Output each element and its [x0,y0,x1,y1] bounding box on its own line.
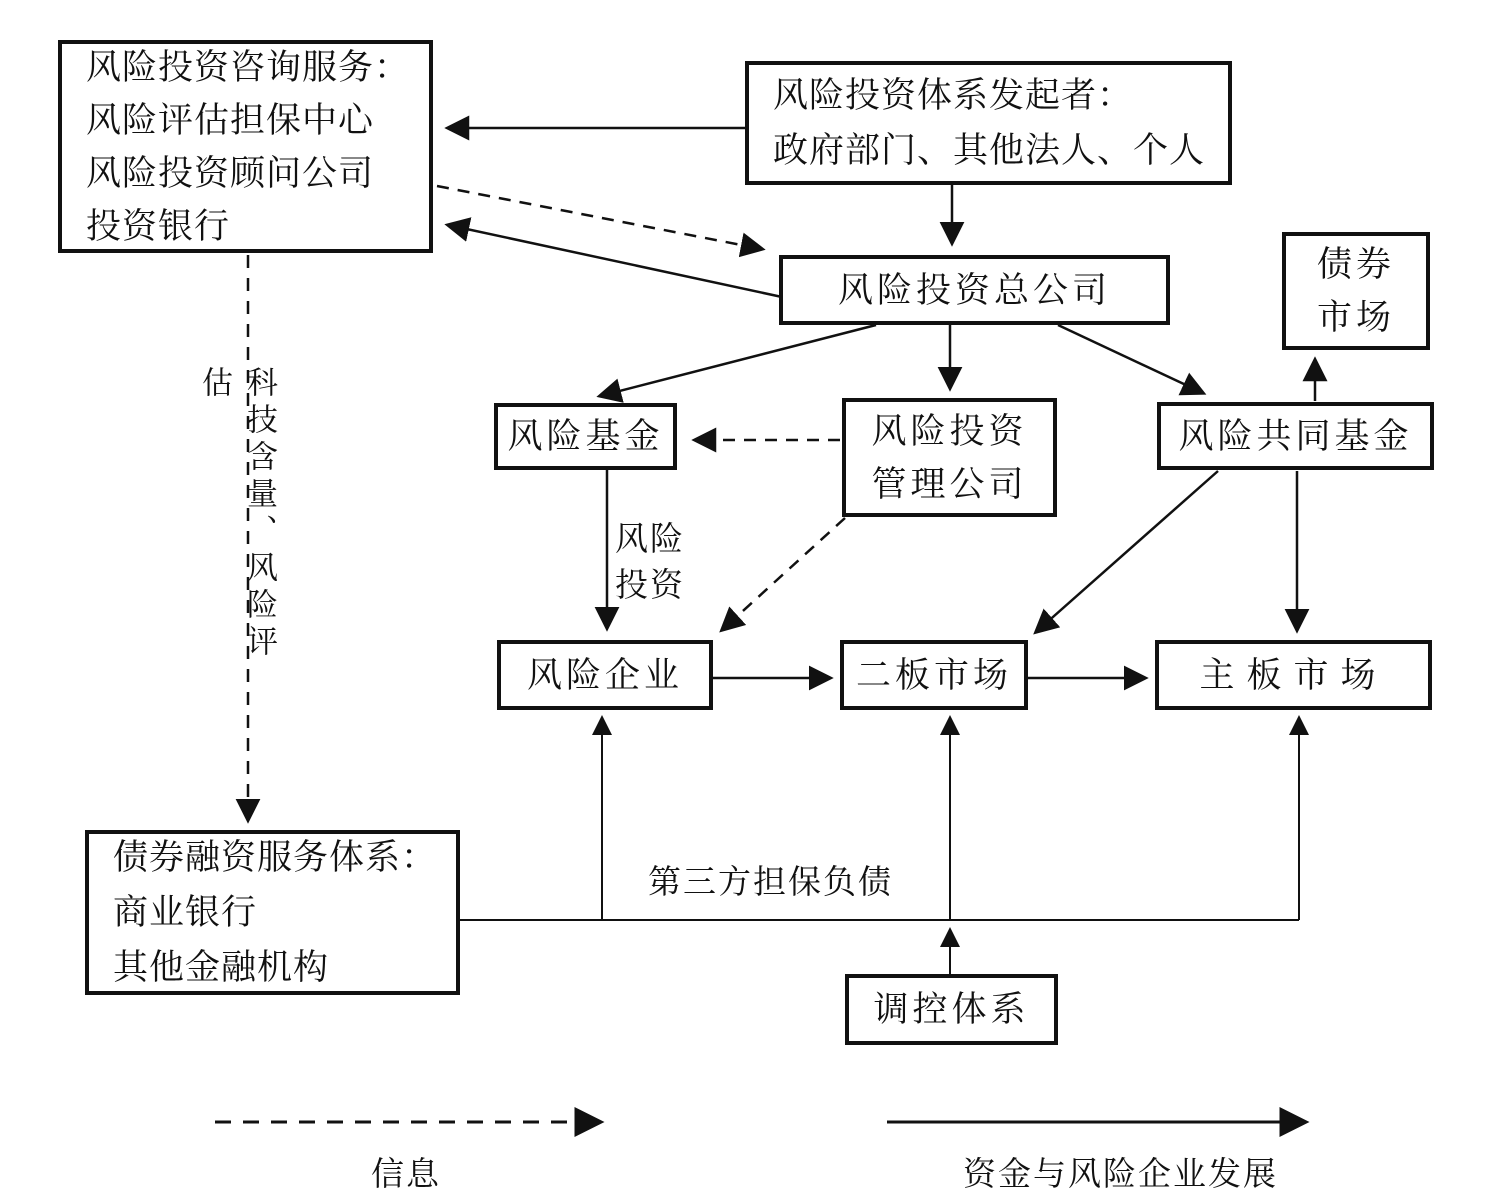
box-head-company [779,255,1170,325]
arrow-management-to-enterprise-dashed [722,518,845,630]
box-regulation-label: 调控体系 [873,990,1030,1029]
box-main-board-label: 主板市场 [1199,655,1388,695]
box-venture-enterprise-label: 风险企业 [526,655,683,695]
box-venture-fund [494,403,677,470]
box-venture-fund-label: 风险基金 [507,417,664,456]
label-venture-investment [615,516,685,608]
box-initiator-line-1: 风险投资体系发起者： [773,76,1134,115]
box-bond-market [1282,232,1430,350]
label-venture-investment-line-1: 风险 [615,520,685,557]
box-consulting-services [58,40,433,253]
box-mutual-fund [1157,402,1434,470]
box-head-company-label: 风险投资总公司 [837,270,1111,310]
box-regulation-system [845,974,1058,1045]
box-management-company [842,398,1057,517]
label-tech-risk-assessment: 科技含量、风险评估 [197,366,277,662]
box-debt-financing-service [85,830,460,995]
legend-label-capital-development: 资金与风险企业发展 [963,1155,1278,1192]
box-second-board-market [840,640,1028,710]
box-consulting-line-2: 风险评估担保中心 [86,100,375,140]
box-debt-service-line-1: 债券融资服务体系： [113,838,438,877]
box-venture-enterprise [497,640,713,710]
box-main-board-market [1155,640,1432,710]
box-initiator-line-2: 政府部门、其他法人、个人 [773,131,1206,170]
legend-label-information: 信息 [371,1155,441,1192]
box-consulting-line-4: 投资银行 [86,206,231,246]
box-bond-market-line-1: 债券 [1316,245,1395,284]
box-bond-market-line-2: 市场 [1316,298,1395,337]
label-third-party-guarantee: 第三方担保负债 [648,863,893,900]
arrow-head-company-to-venture-fund [600,325,876,396]
box-mutual-fund-label: 风险共同基金 [1178,416,1413,456]
box-consulting-line-3: 风险投资顾问公司 [86,153,375,193]
box-debt-service-line-3: 其他金融机构 [113,948,330,987]
box-second-board-label: 二板市场 [855,655,1012,695]
label-venture-investment-line-2: 投资 [615,566,685,603]
box-management-line-1: 风险投资 [871,411,1028,451]
box-system-initiator [745,61,1232,185]
arrow-consult-to-head-company-dashed [437,186,762,249]
box-management-line-2: 管理公司 [871,464,1028,504]
arrow-head-company-to-consult [448,225,782,297]
arrow-head-company-to-mutual-fund [1058,325,1203,393]
box-debt-service-line-2: 商业银行 [113,893,258,932]
box-consulting-line-1: 风险投资咨询服务： [86,47,411,87]
arrow-mutual-fund-to-second-board [1036,471,1218,632]
